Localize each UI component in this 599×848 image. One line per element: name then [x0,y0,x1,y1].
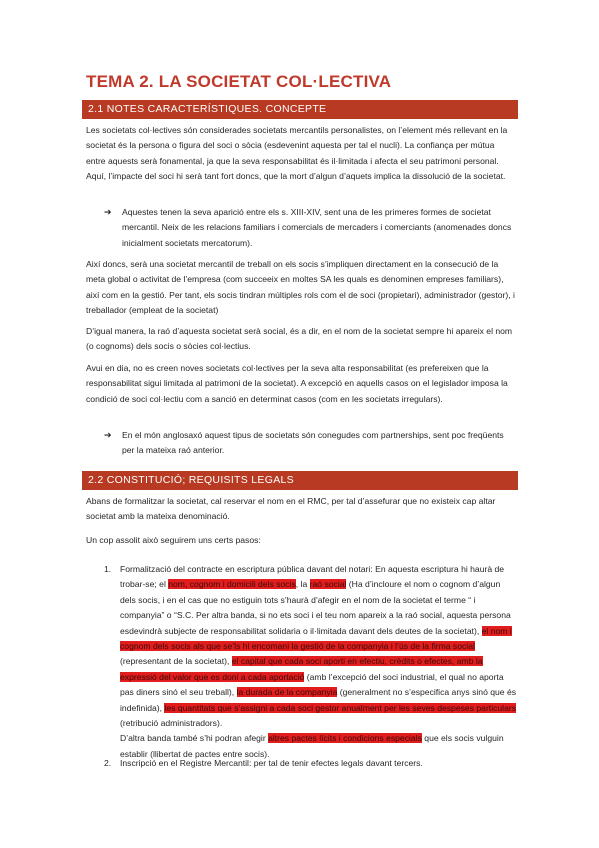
paragraph: Així doncs, serà una societat mercantil de treball on els socis s’impliquen directament en la consecució de la meta global o activitat de l’empresa (com succeeix en moltes SA les quals es denominen empreses familiars), així com en la gestió. Per tant, els socis tindran múltiples rols com el de soci (propietari), administrador (gestor), i treballador (empleat de la societat) [86,259,515,316]
text-run: D’altra banda també s’hi podran afegir [120,733,269,744]
paragraph: Abans de formalitzar la societat, cal reservar el nom en el RMC, per tal d’assefurar que no existeix cap altar societat amb la mateixa denominació. [86,496,496,522]
arrow-right-icon: ➔ [104,430,112,440]
highlighted-text: raó social [309,579,347,590]
list-number: 1. [104,564,112,574]
list-item [104,562,518,762]
list-item [104,756,518,771]
list-item-text [120,562,518,762]
highlighted-text: nom, cognom i domicili dels socis [168,579,296,590]
text-run: , la [295,579,310,590]
paragraph: Un cop assolit això seguirem uns certs pasos: [86,535,261,545]
paragraph: Avui en dia, no es creen noves societats col·lectives per la seva alta responsabilitat (es prefereixen que la responsabilitat sigui limitada al patrimoni de la societat). A excepció en aquells casos on el legislador imposa la condició de soci col·lectiu com a sanció en determinat casos (com en les societats irregulars). [86,363,508,404]
highlighted-text: la durada de la companyia [236,687,338,698]
text-run: Formalització del contracte en escriptura pública davant del notari: En aquesta escriptura hi haurà de trobar-se; el [120,564,505,590]
page-title: TEMA 2. LA SOCIETAT COL·LECTIVA [86,72,392,91]
highlighted-text: les quantitats que s’assigni a cada soci gestor anualment per les seves despeses particulars [164,702,517,713]
text-run: (retribució administradors). [120,718,223,729]
bullet-item [104,428,516,459]
text-run: (representant de la societat), [120,656,232,667]
bullet-text: Aquestes tenen la seva aparició entre els s. XIII-XIV, sent una de les primeres formes de societat mercantil. Neix de les relacions familiars i comercials de mercaders i comerciants (anomenades doncs inicialment societats mercatorum). [122,207,512,248]
text-run: (generalment no s’especifica anys sinó que és indefinida), [120,687,517,713]
highlighted-text: el capital que cada soci aporti en efectiu, crèdits o efectes, amb la expressió del valor que es doni a cada aportació [120,656,483,682]
text-run: que els socis vulguin establir (llibertat de pactes entre socis). [120,733,504,759]
highlighted-text: altres pactes lícits i condicions especials [268,733,422,744]
highlighted-text: el nom i cognom dels socis als que se’ls hi encomani la gestió de la companyia i l’ús de la firma social [120,625,512,652]
paragraph: D’igual manera, la raó d’aquesta societat serà social, és a dir, en el nom de la societat sempre hi apareix el nom (o cognoms) dels socis o sòcies col·lectius. [86,326,513,352]
bullet-item [104,205,516,251]
paragraph: Les societats col·lectives són considerades societats mercantils personalistes, on l’element més rellevant en la societat és la persona o figura del soci o sòcia (esdevenint aquesta per tal el nucli). La confiança per mútua entre aquests serà fonamental, ja que la seva responsabilitat és il·limitada i afecta el seu patrimoni personal. Aquí, l’impacte del soci hi serà tant fort doncs, que la mort d’algun d’aquets implica la dissolució de la societat. [86,125,508,182]
text-run: (amb l’excepció del soci industrial, el qual no aporta pas diners sinó el seu treball), [120,671,504,698]
section-heading-2: 2.2 CONSTITUCIÓ; REQUISITS LEGALS [82,471,518,490]
text-run: (Ha d’incloure el nom o cognom d’algun dels socis, i en el cas que no estiguin tots s’haurà d’afegir en el nom de la societat el terme “ i companyia” o “S.C. Per altra banda, si no ets soci i el teu nom apareix a la raó social, aquesta persona esdevindrà subjecte de responsabilitat solidaria o il·limitada davant dels deutes de la societat), [120,579,511,636]
bullet-text: En el món anglosaxó aquest tipus de societats són conegudes com partnerships, sent poc freqüents per la mateixa raó anterior. [122,430,504,456]
list-number: 2. [104,758,112,768]
list-item-text: Inscripció en el Registre Mercantil: per tal de tenir efectes legals davant tercers. [120,758,423,768]
section-heading-1: 2.1 NOTES CARACTERÍSTIQUES. CONCEPTE [82,100,518,119]
arrow-right-icon: ➔ [104,207,112,217]
